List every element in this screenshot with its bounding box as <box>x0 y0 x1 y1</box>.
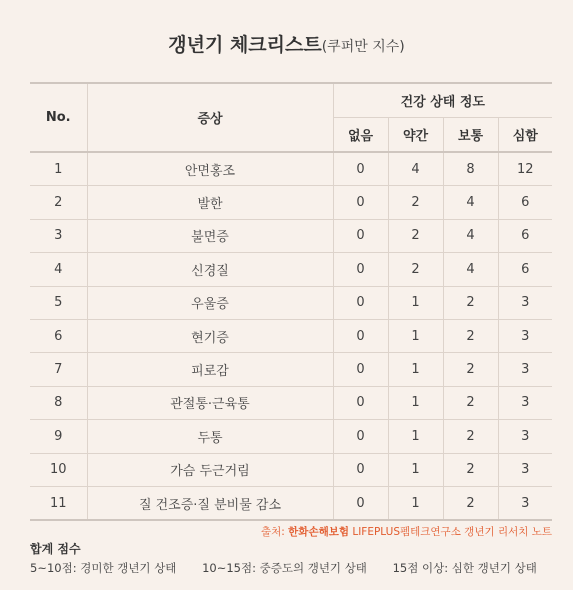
score-cell-moderate: 2 <box>443 486 498 520</box>
table-row <box>30 486 552 520</box>
page-title <box>0 30 573 57</box>
score-cell-severe: 3 <box>498 486 552 520</box>
table-row <box>30 253 552 286</box>
symptom-header: 증상 <box>87 83 333 152</box>
score-cell-moderate: 2 <box>443 420 498 453</box>
score-cell-none: 0 <box>333 486 388 520</box>
score-cell-mild: 1 <box>388 386 443 419</box>
score-cell-moderate: 2 <box>443 319 498 352</box>
score-cell-none: 0 <box>333 219 388 252</box>
score-cell-none: 0 <box>333 253 388 286</box>
score-cell-severe: 6 <box>498 219 552 252</box>
score-cell-none: 0 <box>333 453 388 486</box>
score-cell-none: 0 <box>333 386 388 419</box>
health-level-header: 건강 상태 정도 <box>333 83 552 118</box>
row-number: 11 <box>30 486 87 520</box>
score-cell-mild: 1 <box>388 353 443 386</box>
table-row <box>30 453 552 486</box>
table-row <box>30 420 552 453</box>
source-company: 한화손해보험 <box>288 526 350 538</box>
row-number: 2 <box>30 186 87 219</box>
row-number: 8 <box>30 386 87 419</box>
score-cell-none: 0 <box>333 353 388 386</box>
score-cell-mild: 1 <box>388 453 443 486</box>
source-rest: LIFEPLUS펨테크연구소 갱년기 리서치 노트 <box>349 526 552 538</box>
row-number: 5 <box>30 286 87 319</box>
header-row <box>30 83 552 118</box>
row-number: 4 <box>30 253 87 286</box>
symptom-cell: 불면증 <box>87 219 333 252</box>
source-prefix: 출처: <box>260 526 289 538</box>
legend-item-mild: 5~10점: 경미한 갱년기 상태 <box>30 561 177 575</box>
table-row <box>30 319 552 352</box>
score-legend <box>30 560 559 576</box>
symptom-cell: 피로감 <box>87 353 333 386</box>
score-cell-none: 0 <box>333 186 388 219</box>
score-cell-severe: 6 <box>498 186 552 219</box>
score-cell-moderate: 2 <box>443 353 498 386</box>
score-cell-moderate: 2 <box>443 286 498 319</box>
score-cell-severe: 3 <box>498 453 552 486</box>
score-cell-mild: 1 <box>388 286 443 319</box>
row-number: 1 <box>30 152 87 186</box>
score-cell-mild: 1 <box>388 486 443 520</box>
score-cell-severe: 12 <box>498 152 552 186</box>
score-cell-mild: 2 <box>388 219 443 252</box>
checklist-table <box>30 82 552 521</box>
score-cell-mild: 1 <box>388 420 443 453</box>
table-row <box>30 152 552 186</box>
score-legend-title: 합계 점수 <box>30 542 81 556</box>
row-number: 7 <box>30 353 87 386</box>
legend-item-moderate: 10~15점: 중증도의 갱년기 상태 <box>202 561 367 575</box>
symptom-cell: 안면홍조 <box>87 152 333 186</box>
score-cell-mild: 2 <box>388 186 443 219</box>
score-cell-moderate: 2 <box>443 453 498 486</box>
symptom-cell: 가슴 두근거림 <box>87 453 333 486</box>
score-cell-mild: 1 <box>388 319 443 352</box>
level-header-mild: 약간 <box>388 118 443 153</box>
table-row <box>30 386 552 419</box>
table-row <box>30 219 552 252</box>
level-header-none: 없음 <box>333 118 388 153</box>
row-number: 6 <box>30 319 87 352</box>
table-row <box>30 286 552 319</box>
symptom-cell: 관절통·근육통 <box>87 386 333 419</box>
score-cell-none: 0 <box>333 286 388 319</box>
score-cell-moderate: 4 <box>443 219 498 252</box>
table-row <box>30 353 552 386</box>
score-cell-none: 0 <box>333 319 388 352</box>
score-cell-severe: 3 <box>498 286 552 319</box>
score-cell-moderate: 2 <box>443 386 498 419</box>
score-cell-moderate: 4 <box>443 253 498 286</box>
source-note <box>261 524 552 539</box>
level-header-moderate: 보통 <box>443 118 498 153</box>
symptom-cell: 질 건조증·질 분비물 감소 <box>87 486 333 520</box>
score-cell-none: 0 <box>333 420 388 453</box>
score-cell-none: 0 <box>333 152 388 186</box>
symptom-cell: 현기증 <box>87 319 333 352</box>
title-main: 갱년기 체크리스트 <box>168 34 322 56</box>
legend-item-severe: 15점 이상: 심한 갱년기 상태 <box>392 561 537 575</box>
score-cell-severe: 3 <box>498 420 552 453</box>
row-number: 10 <box>30 453 87 486</box>
row-number: 9 <box>30 420 87 453</box>
title-sub: (쿠퍼만 지수) <box>321 39 405 55</box>
level-header-severe: 심함 <box>498 118 552 153</box>
symptom-cell: 우울증 <box>87 286 333 319</box>
score-cell-severe: 6 <box>498 253 552 286</box>
score-cell-moderate: 8 <box>443 152 498 186</box>
no-header: No. <box>30 83 87 152</box>
score-cell-severe: 3 <box>498 353 552 386</box>
symptom-cell: 신경질 <box>87 253 333 286</box>
score-cell-moderate: 4 <box>443 186 498 219</box>
score-cell-severe: 3 <box>498 319 552 352</box>
score-cell-mild: 2 <box>388 253 443 286</box>
symptom-cell: 두통 <box>87 420 333 453</box>
score-cell-severe: 3 <box>498 386 552 419</box>
score-cell-mild: 4 <box>388 152 443 186</box>
table-row <box>30 186 552 219</box>
symptom-cell: 발한 <box>87 186 333 219</box>
row-number: 3 <box>30 219 87 252</box>
